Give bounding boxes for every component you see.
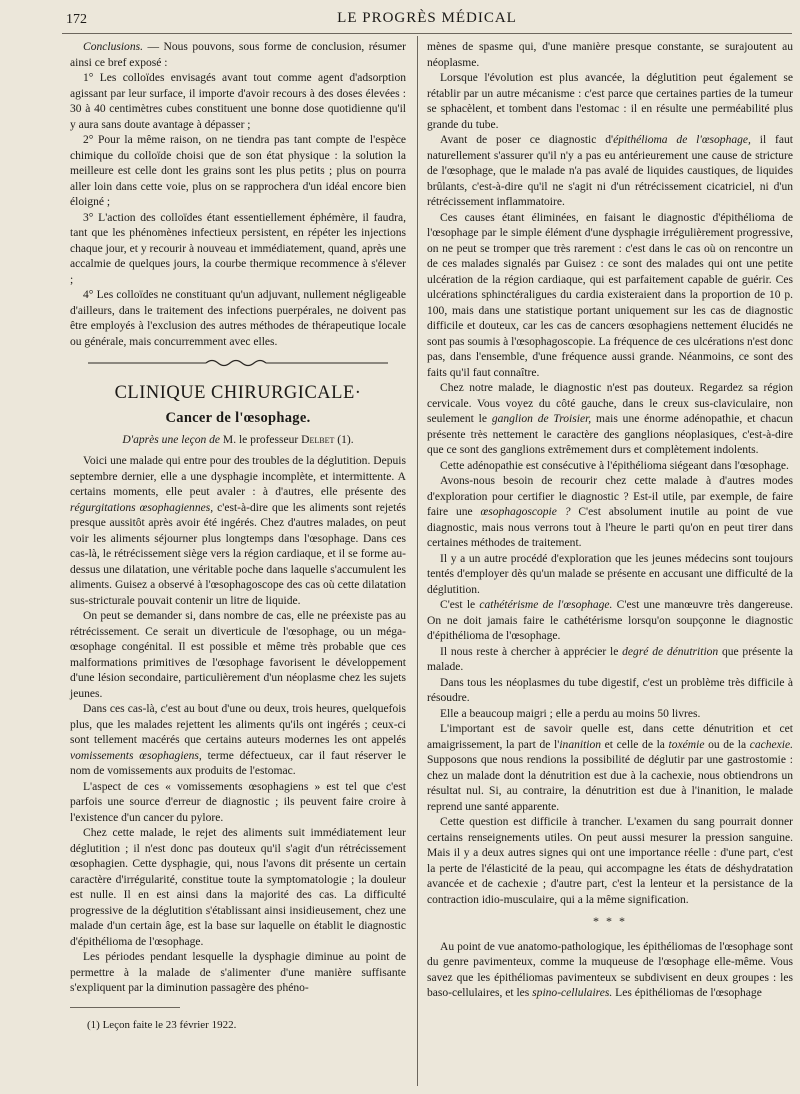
section-break-stars: * * *: [593, 914, 627, 928]
paragraph: Chez notre malade, le diagnostic n'est pas douteux. Regardez sa région cervicale. Vous voyez du côté gauche, dans le creux sus-claviculaire, non seulement le ganglion de Troisier, mais une énorme adénopathie, et chacun présente très nettement le caractère des ganglions néoplasiques, c'est-à-dire que ce sont des ganglions extrêmement durs et complètement indolents.: [427, 382, 793, 456]
paragraph: Lorsque l'évolution est plus avancée, la déglutition peut également se rétablir par un autre mécanisme : c'est parce que certaines parties de la tumeur se sphacèlent, et tombent dans l'estomac : il en résulte une perméabilité plus grande du tube.: [427, 72, 793, 131]
section-title: CLINIQUE CHIRURGICALE·: [114, 382, 362, 403]
paragraph: Voici une malade qui entre pour des troubles de la déglutition. Depuis septembre dernier, elle a une dysphagie incomplète, et intermittente. A certains moments, elle peut avaler : à d'autres, elle présente des régurgitations œsophagiennes, c'est-à-dire que les aliments sont rejetés presque aussitôt après avoir été ingérés. Chez d'autres malades, on peut voir les aliments séjourner plus longtemps dans l'œsophage. Dans ces cas-là, le rétrécissement siège vers la région cardiaque, et il se forme au-dessus une dilatation, une véritable poche dans laquelle s'accumulent les aliments. Guisez a observé à l'œsophagoscope des cas où cette dilatation sus-stricturale pouvait contenir un litre de liquide.: [70, 455, 406, 607]
paragraph: Ces causes étant éliminées, en faisant le diagnostic d'épithélioma de l'œsophage par le simple élément d'une dysphagie irrégulièrement progressive, on ne peut se tromper que très rarement : c'est dans le cas où on rencontre un de ces malades signalés par Guisez : ce sont des malades qui ont une petite ulcération de la région cardiaque, qui est parfaitement capable de guérir. Ces ulcérations sphinctéraligues du cardia existeraient dans la proportion de 10 p. 100, mais dans une statistique portant uniquement sur les cas de diagnostic difficile et douteux, car les cas de cancers œsophagiens nettement élucidés ne sont pas soumis à l'œsophagoscopie. La fréquence de ces ulcérations n'est donc pas, dans l'ensemble, d'une fréquence aussi grande. Néanmoins, ce sont des faits qu'il faut connaître.: [427, 211, 793, 379]
conclusions-intro: [70, 40, 406, 71]
paragraph: L'aspect de ces « vomissements œsophagiens » est tel que c'est parfois une source d'erreur de diagnostic ; ils peuvent faire croire à l'existence d'un cancer du pylore.: [70, 780, 406, 824]
journal-title: LE PROGRÈS MÉDICAL: [337, 10, 517, 26]
conclusion-point-2: 2° Pour la même raison, on ne tiendra pas tant compte de l'espèce chimique du colloïde choisi que de son état physique : la solution la meilleure est celle dont les grains sont les plus petits ; plus on pourra aller loin dans cette voie, plus on se rapprochera d'un idéal encore bien éloigné ;: [70, 134, 406, 208]
header-rule: [62, 33, 792, 34]
paragraph: Elle a beaucoup maigri ; elle a perdu au moins 50 livres.: [440, 707, 701, 720]
article-byline: [70, 433, 406, 449]
paragraph: Il y a un autre procédé d'exploration que les jeunes médecins sont toujours tentés d'employer dès qu'un malade se présente en accusant une difficulté de la déglutition.: [427, 552, 793, 596]
paragraph: Cette question est difficile à trancher. L'examen du sang pourrait donner certains renseignements utiles. On peut aussi mesurer la pression sanguine. Mais il y a deux autres signes qui ont une importance réelle : d'une part, c'est la perte de l'élasticité de la peau, qui accompagne les états de déshydratation avancée et de cachexie ; d'autre part, c'est la lenteur et la persistance de la contraction idio-musculaire, qui a la même signification.: [427, 816, 793, 906]
byline-author: M. le professeur: [222, 433, 299, 446]
paragraph: Dans ces cas-là, c'est au bout d'une ou deux, trois heures, quelquefois plus, que les malades rejettent les aliments qu'ils ont ingérés ; ceux-ci sont tellement macérés que certains auteurs modernes les ont appelés vomissements œsophagiens, terme défectueux, car il faut réserver le nom de vomissements aux produits de l'estomac.: [70, 703, 406, 777]
footnote-rule: [70, 1007, 180, 1008]
running-header: [66, 8, 788, 30]
paragraph: Chez cette malade, le rejet des aliments suit immédiatement leur déglutition ; il n'est donc pas douteux qu'il s'agit d'un rétrécissement œsophagien. Cette dysphagie, qui, nous l'avons dit présente un certain caractère d'irrégularité, constitue toute la symptomatologie ; la douleur est nulle. Il en est ainsi dans la majorité des cas. La difficulté progressive de la déglutition s'établissant ainsi insidieusement, chez une malade d'un certain âge, est la base sur laquelle on établit le diagnostic d'épithélioma de l'œsophage.: [70, 827, 406, 948]
paragraph: Avons-nous besoin de recourir chez cette malade à d'autres modes d'exploration pour certifier le diagnostic ? Est-il utile, par exemple, de faire faire une œsophagoscopie ? C'est absolument inutile au point de vue diagnostic, mais nous verrons tout à l'heure le parti qu'on en peut tirer dans certaines méthodes de traitement.: [427, 475, 793, 549]
paragraph: mènes de spasme qui, d'une manière presque constante, se surajoutent au néoplasme.: [427, 41, 793, 69]
column-divider: [417, 36, 418, 1086]
paragraph: On peut se demander si, dans nombre de cas, elle ne préexiste pas au rétrécissement. Ce serait un diverticule de l'œsophage, ou un méga-œsophage congénital. Il est possible et même très probable que ces malformations primitives de l'œsophage favorisent le développement d'une lésion secondaire, particulièrement d'un néoplasme chez les sujets jeunes.: [70, 610, 406, 700]
conclusion-point-3: 3° L'action des colloïdes étant essentiellement éphémère, il faudra, tant que les phénomènes infectieux persistent, en répéter les injections chaque jour, et y recourir à nouveau et immédiatement, quand, après une accalmie de quelques jours, la courbe thermique recommence à s'élever ;: [70, 211, 406, 286]
paragraph: L'important est de savoir quelle est, dans cette dénutrition et cet amaigrissement, la part de l'inanition et celle de la toxémie ou de la cachexie. Supposons que nous rendions la possibilité de déglutir par une gastrostomie : chez un malade dont la dénutrition est due à la cachexie, nous obtiendrons un résultat nul. Si, au contraire, la dénutrition est due à l'inanition, le malade reprend une santé apparente.: [427, 723, 794, 813]
footnote: (1) Leçon faite le 23 février 1922.: [87, 1018, 237, 1031]
byline-prefix: D'après une leçon de: [122, 433, 221, 446]
conclusions-intro-text: — Nous pouvons, sous forme de conclusion, résumer ainsi ce bref exposé :: [70, 41, 406, 69]
article-title: Cancer de l'œsophage.: [165, 410, 311, 426]
conclusion-point-1: 1° Les colloïdes envisagés avant tout comme agent d'adsorption agissant par leur surface, il importe d'avoir recours à des doses élevées : 30 à 40 centimètres cubes constituent une bonne dose quotidienne qu'il y aura sans doute avantage à dépasser ;: [70, 72, 406, 131]
byline-name: Delbet: [301, 433, 335, 446]
byline-note: (1).: [337, 433, 354, 446]
paragraph: Il nous reste à chercher à apprécier le degré de dénutrition que présente la malade.: [427, 645, 794, 673]
paragraph: Au point de vue anatomo-pathologique, les épithéliomas de l'œsophage sont du genre pavimenteux, comme la muqueuse de l'œsophage elle-même. Vous savez que les épithéliomas pavimenteux se subdivisent en deux groupes : les baso-cellulaires, et les spino-cellulaires. Les épithéliomas de l'œsophage: [427, 940, 793, 999]
paragraph: Cette adénopathie est consécutive à l'épithélioma siégeant dans l'œsophage.: [440, 459, 789, 472]
left-column: [70, 40, 406, 1033]
paragraph: Les périodes pendant lesquelle la dysphagie diminue au point de permettre à la malade de s'alimenter d'une manière suffisante s'expliquent par la diminution passagère des phéno-: [70, 951, 406, 994]
paragraph: Dans tous les néoplasmes du tube digestif, c'est un problème très difficile à résoudre.: [427, 676, 793, 704]
paragraph: Avant de poser ce diagnostic d'épithélioma de l'œsophage, il faut naturellement s'assurer qu'il n'y a pas eu antérieurement une cause de stricture de l'œsophage, que le malade n'a pas avalé de liquides caustiques, de liquides brûlants, c'est-à-dire qu'il ne s'agit ni d'un rétrécissement cicatriciel, ni d'un rétrécissement inflammatoire.: [427, 134, 793, 208]
page-number: 172: [66, 12, 87, 27]
ornament-svg: [88, 358, 388, 368]
right-column: [427, 40, 793, 1002]
paragraph: C'est le cathétérisme de l'œsophage. C'est une manœuvre très dangereuse. On ne doit jamais faire le cathétérisme lorsqu'on soupçonne le diagnostic d'épithélioma de l'œsophage.: [427, 599, 794, 642]
conclusion-point-4: 4° Les colloïdes ne constituant qu'un adjuvant, nullement négligeable d'ailleurs, dans le traitement des infections puerpérales, ne doivent pas être employés à l'exclusion des autres méthodes de thérapeutique locale ou générale, mais concurremment avec elles.: [70, 289, 406, 348]
conclusions-label: Conclusions.: [83, 41, 143, 53]
ornament-divider: [70, 358, 406, 374]
